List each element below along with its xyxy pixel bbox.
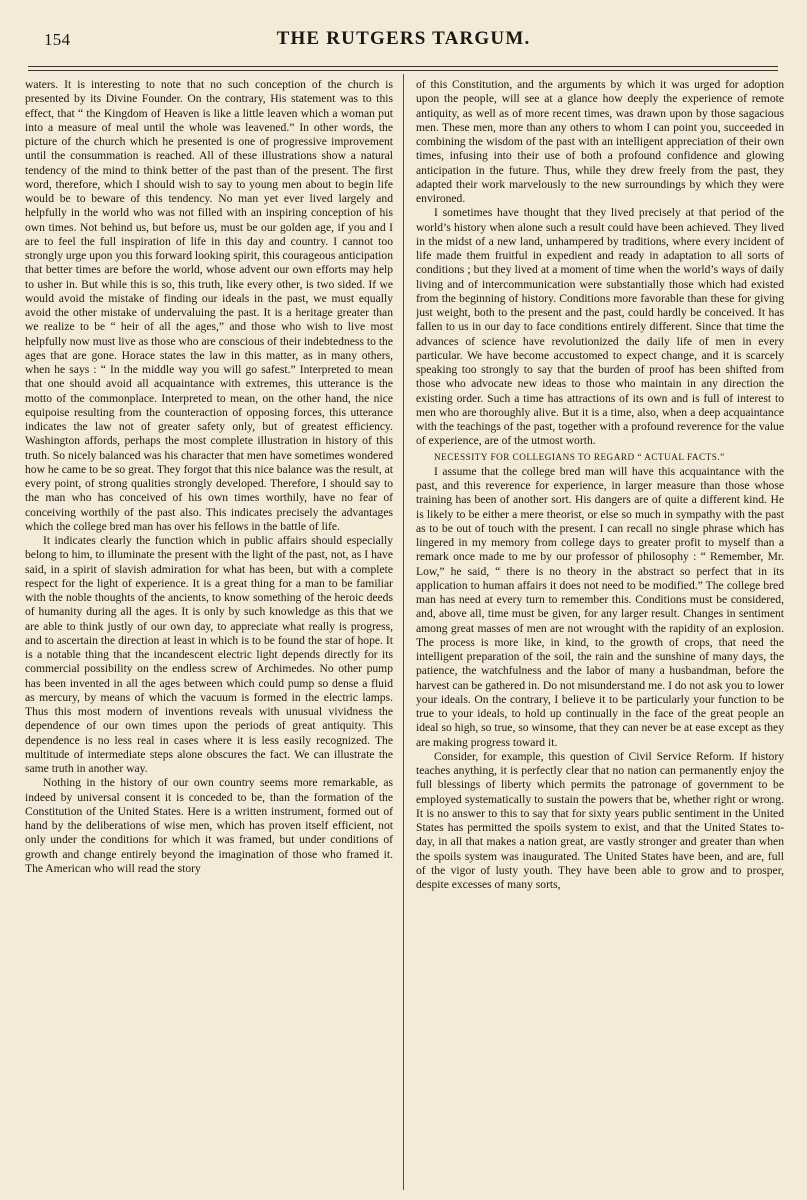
paragraph: of this Constitution, and the arguments by which it was urged for adoption upon the people, will see at a glance how deeply the experience of remote antiquity, as well as of more recent times, was drawn upon by those sagacious men. These men, more than any others to whom I can point you, succeeded in combining the wisdom of the past with an intelligent appreciation of their own times, infusing into their use of both a profound confidence and glowing anticipation in the future. Thus, while they drew freely from the past, they adapted their work marvelously to the new surroundings by which they were environed. [416, 78, 784, 205]
page-number: 154 [44, 30, 71, 49]
paragraph: Consider, for example, this question of Civil Service Reform. If history teaches anything, it is perfectly clear that no nation can permanently enjoy the full blessings of liberty which permits the patronage of government to be employed systematically to sustain the powers that be, whether right or wrong. It is no answer to this to say that for sixty years public sentiment in the United States has permitted the spoils system to exist, and that the United States to-day, in all that makes a nation great, are vastly stronger and greater than when the spoils system was inaugurated. The United States have been, and are, full of the vigor of lusty youth. They have been able to grow and to prosper, despite excesses of many sorts, [416, 749, 784, 891]
paragraph: Nothing in the history of our own country seems more remarkable, as indeed by universal consent it is conceded to be, than the formation of the Constitution of the United States. Here is a written instrument, formed out of hand by the deliberations of wise men, which has proven itself efficient, not only under the conditions for which it was framed, but under conditions of growth and change entirely beyond the imagination of those who framed it. The American who will read the story [25, 776, 393, 875]
paragraph: waters. It is interesting to note that no such conception of the church is presented by its Divine Founder. On the contrary, His statement was to this effect, that “ the Kingdom of Heaven is like a little leaven which a woman put into a measure of meal until the whole was leavened.” In other words, the picture of the church which he presented is one of progressive improvement until the consummation is reached. All of these illustrations show a natural tendency of the mind to think better of the past than of the present. The first word, therefore, which I should wish to say to young men about to begin life would be to beware of this tendency. No man yet ever lived largely and helpfully in the world who was not filled with an inspiring conception of his own times. Not behind us, but before us, must be our golden age, if you and I are to feel the full inspiration of life in this day and country. I cannot too strongly urge upon you this forward looking spirit, this courageous anticipation that better times are before the world, whose advent our own efforts may help to usher in. But while this is so, this truth, like every other, is two sided. If we would avoid the mistake of finding our ideals in the past, we must equally avoid the other mistake of undervaluing the past. It is a heritage greater than we realize to be “ heir of all the ages,” and those who wish to live most helpfully now must live as those who are conscious of their indebtedness to the ages that are gone. Horace states the law in this matter, as in many others, when he says : “ In the middle way you will go safest.” Interpreted to mean that one should avoid all acquaintance with extremes, this utterance is the motto of the commonplace. Interpreted to mean, on the other hand, the nice equipoise resulting from the counteraction of opposing forces, this utterance indicates the law not of greater safety only, but of greatest efficiency. Washington affords, perhaps the most complete illustration in history of this truth. So nicely balanced was his character that men have sometimes wondered how he came to be so great. They forgot that this nice balance was the result, at every point, of strong qualities strongly developed. Therefore, I should say to the man who has conceived of his own times worthily, have no fear of conceiving worthily of the past also. This indicates precisely the advantages which the college bred man has over his fellows in the battle of life. [25, 78, 393, 533]
section-subheading: NECESSITY FOR COLLEGIANS TO REGARD “ ACTUAL FACTS.” [434, 451, 725, 462]
right-column [416, 78, 784, 1188]
column-divider [403, 74, 404, 1190]
paragraph: It indicates clearly the function which in public affairs should especially belong to him, to illuminate the present with the light of the past, not, as I have said, in a spirit of slavish admiration for what has been, but with a complete respect for the light of experience. It is a great thing for a man to be familiar with the noble thoughts of the ancients, to know something of the heroic deeds of humanity during all the ages. It is only by such knowledge as this that we are able to think justly of our own day, to appreciate what really is progress, and to ascertain the direction at least in which is to be found the star of hope. It is a notable thing that the incandescent electric light depends directly for its commercial possibility on the endless screw of Archimedes. No other pump has been invented in all the ages between which could pump so dense a fluid as mercury, by means of which the vacuum is formed in the electric lamps. Thus this most modern of inventions reveals with unusual vividness the dependence of our own times upon the periods of great antiquity. This dependence is no less real in cases where it is less easily recognized. The multitude of intermediate steps alone obscures the fact. We can illustrate the same truth in another way. [25, 534, 393, 775]
header-rule-top [28, 66, 778, 67]
left-column [25, 78, 393, 1188]
paragraph: I assume that the college bred man will have this acquaintance with the past, and this reverence for experience, in larger measure than those whose training has been of another sort. His dangers are of quite a different kind. He is likely to be either a mere theorist, or else so much in sympathy with the past as to be out of touch with the present. I can recall no single phrase which has lingered in my memory from college days to greater profit to myself than a remark once made to me by our professor of philosophy : “ Remember, Mr. Low,” he said, “ there is no theory in the abstract so perfect that in its application to human affairs it does not need to be modified.” The college bred man has need at every turn to remember this. Conditions must be considered, and, above all, time must be given, for any larger result. Changes in sentiment among great masses of men are not wrought with the rapidity of an explosion. The process is more like, in kind, to the growth of crops, that need the intelligent preparation of the soil, the rain and the sunshine of many days, the patience, the watchfulness and the labor of many a husbandman, before the harvest can be gathered in. Do not misunderstand me. I do not ask you to lower your ideals. On the contrary, I believe it to be particularly your function to be true to your ideals, to hold up continually in the face of the great people an ideal so high, so true, so winsome, that they can never be at ease except as they are making progress toward it. [416, 464, 784, 749]
page-header [0, 0, 807, 68]
paragraph: I sometimes have thought that they lived precisely at that period of the world’s history when alone such a result could have been achieved. They lived in the midst of a new land, unhampered by traditions, where every incident of life made them fruitful in expedient and ready in adaptation to all sorts of conditions ; but they lived at a moment of time when the world’s ways of daily living and of intercommunication were substantially those which had existed from the beginning of history. Conditions more favorable than these for giving just weight, both to the present and the past, could hardly be conceived. It has fallen to us in our day to face conditions entirely different. Since that time the advances of science have revolutionized the daily life of men in every particular. We have become accustomed to expect change, and it is scarcely speaking too strongly to say that the burden of proof has been shifted from those who advocate new ideas to those who maintain in any direction the existing order. Such a time has attractions of its own and is full of interest to men who are thoroughly alive. But it is a time, also, when a deep acquaintance with the teachings of the past, together with a profound reverence for the value of experience, are of the utmost worth. [416, 206, 784, 448]
header-rule-bottom [28, 70, 778, 71]
running-title: THE RUTGERS TARGUM. [276, 28, 531, 49]
